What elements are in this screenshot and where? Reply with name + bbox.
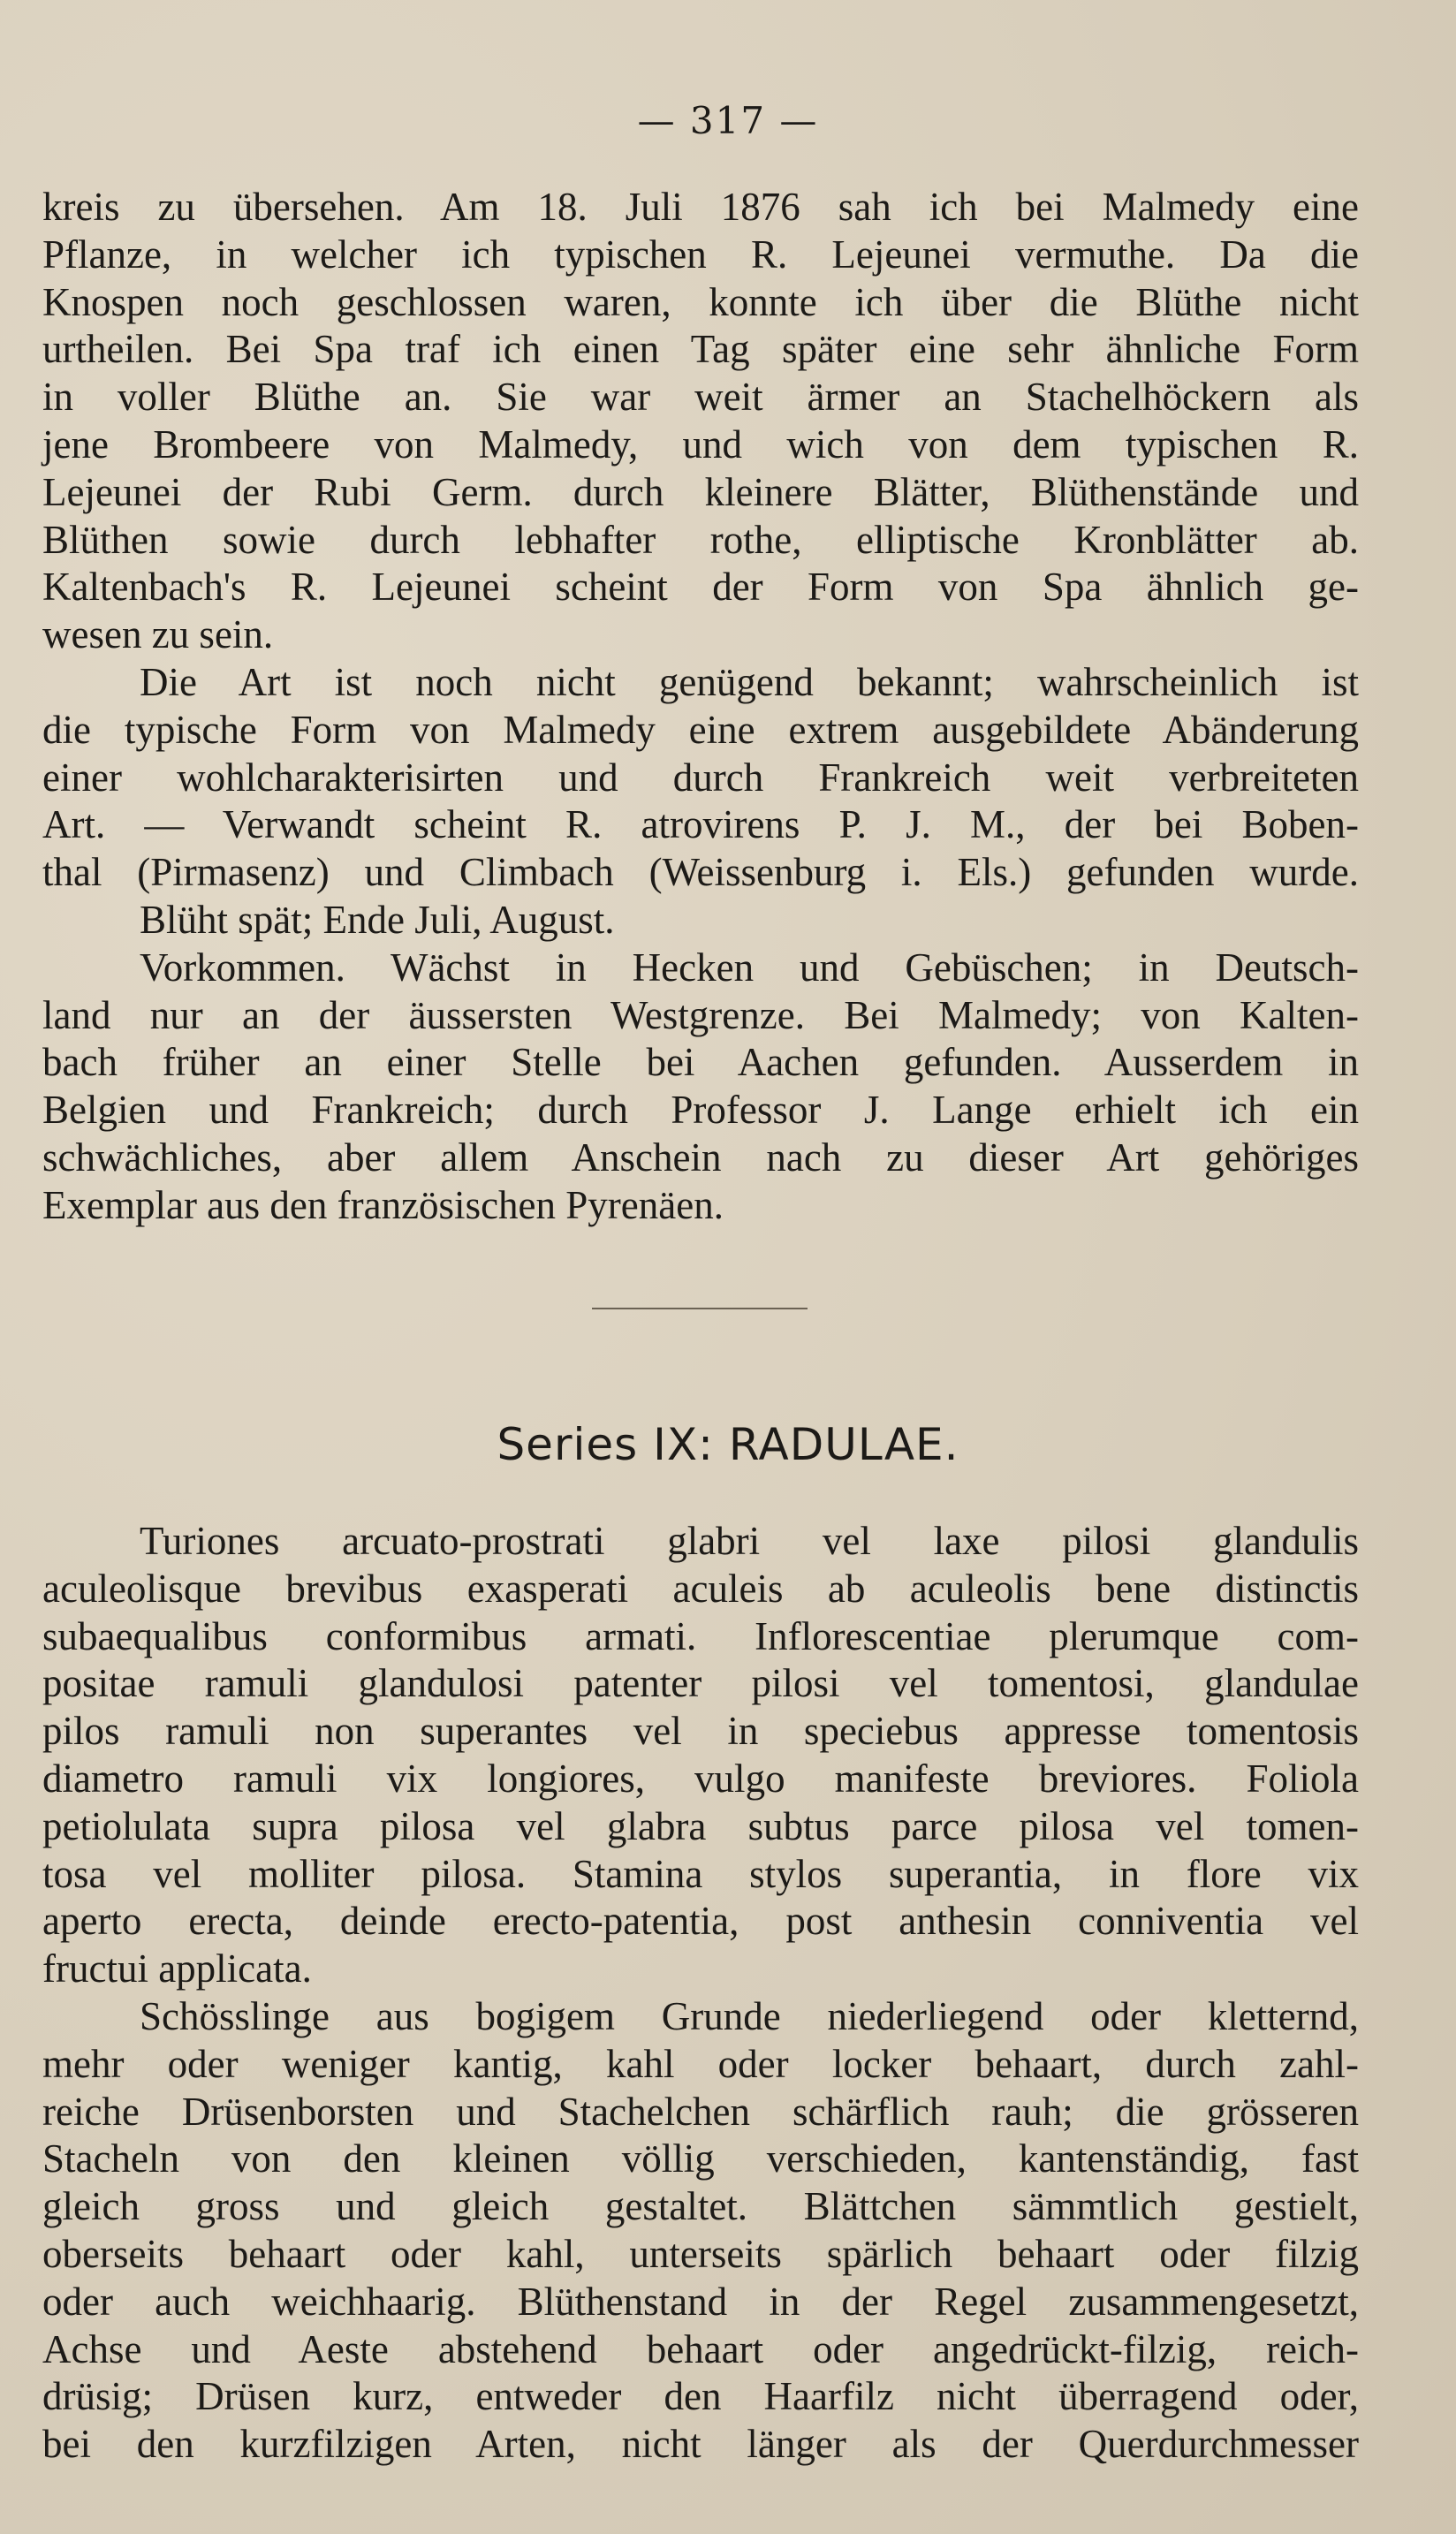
text-line: reiche Drüsenborsten und Stachelchen schärflich rauh; die grösseren [42, 2089, 1359, 2134]
text-line: oberseits behaart oder kahl, unterseits spärlich behaart oder filzig [42, 2231, 1359, 2276]
text-line: subaequalibus conformibus armati. Inflorescentiae plerumque com- [42, 1613, 1359, 1658]
text-line: mehr oder weniger kantig, kahl oder locker behaart, durch zahl- [42, 2041, 1359, 2086]
text-line: bei den kurzfilzigen Arten, nicht länger als der Querdurchmesser [42, 2422, 1359, 2467]
text-line: einer wohlcharakterisirten und durch Frankreich weit verbreiteten [42, 755, 1359, 800]
text-line: Kaltenbach's R. Lejeunei scheint der Form von Spa ähnlich ge- [42, 565, 1359, 610]
text-line: Schösslinge aus bogigem Grunde niederliegend oder kletternd, [140, 1993, 1359, 2038]
text-line: land nur an der äussersten Westgrenze. Bei Malmedy; von Kalten- [42, 992, 1359, 1037]
text-line: Pflanze, in welcher ich typischen R. Lejeunei vermuthe. Da die [42, 231, 1359, 277]
section-divider [592, 1308, 808, 1309]
text-line: pilos ramuli non superantes vel in speciebus appresse tomentosis [42, 1709, 1359, 1754]
series-heading: Series IX: RADULAE. [497, 1419, 959, 1470]
text-line: in voller Blüthe an. Sie war weit ärmer an Stachelhöckern als [42, 375, 1359, 420]
text-line: kreis zu übersehen. Am 18. Juli 1876 sah ich bei Malmedy eine [42, 185, 1359, 229]
text-line: urtheilen. Bei Spa traf ich einen Tag später eine sehr ähnliche Form [42, 327, 1359, 372]
text-line: drüsig; Drüsen kurz, entweder den Haarfilz nicht überragend oder, [42, 2374, 1359, 2419]
text-line: petiolulata supra pilosa vel glabra subtus parce pilosa vel tomen- [42, 1803, 1359, 1848]
text-line: Blüht spät; Ende Juli, August. [140, 897, 615, 942]
text-line: diametro ramuli vix longiores, vulgo manifeste breviores. Foliola [42, 1756, 1359, 1801]
text-line: Exemplar aus den französischen Pyrenäen. [42, 1182, 724, 1227]
section-radulae-text [42, 1518, 1359, 2469]
text-line: wesen zu sein. [42, 612, 274, 657]
text-line: schwächliches, aber allem Anschein nach zu dieser Art gehöriges [42, 1134, 1359, 1180]
text-line: fructui applicata. [42, 1946, 312, 1992]
text-line: Blüthen sowie durch lebhafter rothe, elliptische Kronblätter ab. [42, 517, 1359, 562]
section-lejeunei-text [42, 184, 1359, 1230]
text-line: Belgien und Frankreich; durch Professor J. Lange erhielt ich ein [42, 1088, 1359, 1133]
text-line: Die Art ist noch nicht genügend bekannt; wahrscheinlich ist [140, 659, 1359, 704]
text-line: die typische Form von Malmedy eine extrem ausgebildete Abänderung [42, 707, 1359, 752]
text-line: aculeolisque brevibus exasperati aculeis ab aculeolis bene distinctis [42, 1566, 1359, 1611]
text-line: tosa vel molliter pilosa. Stamina stylos superantia, in flore vix [42, 1851, 1359, 1896]
text-line: jene Brombeere von Malmedy, und wich von dem typischen R. [42, 421, 1359, 467]
text-line: Lejeunei der Rubi Germ. durch kleinere Blätter, Blüthenstände und [42, 469, 1359, 514]
text-line: Stacheln von den kleinen völlig verschieden, kantenständig, fast [42, 2136, 1359, 2181]
text-line: oder auch weichhaarig. Blüthenstand in der Regel zusammengesetzt, [42, 2279, 1359, 2324]
text-line: Art. — Verwandt scheint R. atrovirens P. J. M., der bei Boben- [42, 802, 1359, 847]
text-line: thal (Pirmasenz) und Climbach (Weissenburg i. Els.) gefunden wurde. [42, 850, 1359, 895]
page-number: — 317 — [637, 99, 819, 142]
text-line: Knospen noch geschlossen waren, konnte ich über die Blüthe nicht [42, 279, 1359, 324]
text-line: Achse und Aeste abstehend behaart oder angedrückt-filzig, reich- [42, 2326, 1359, 2371]
text-line: positae ramuli glandulosi patenter pilosi vel tomentosi, glandulae [42, 1661, 1359, 1706]
text-line: gleich gross und gleich gestaltet. Blättchen sämmtlich gestielt, [42, 2184, 1359, 2229]
text-line: Turiones arcuato-prostrati glabri vel laxe pilosi glandulis [140, 1519, 1359, 1563]
text-line: aperto erecta, deinde erecto-patentia, post anthesin conniventia vel [42, 1899, 1359, 1944]
text-line: bach früher an einer Stelle bei Aachen gefunden. Ausserdem in [42, 1040, 1359, 1085]
text-line: Vorkommen. Wächst in Hecken und Gebüschen; in Deutsch- [140, 945, 1359, 990]
